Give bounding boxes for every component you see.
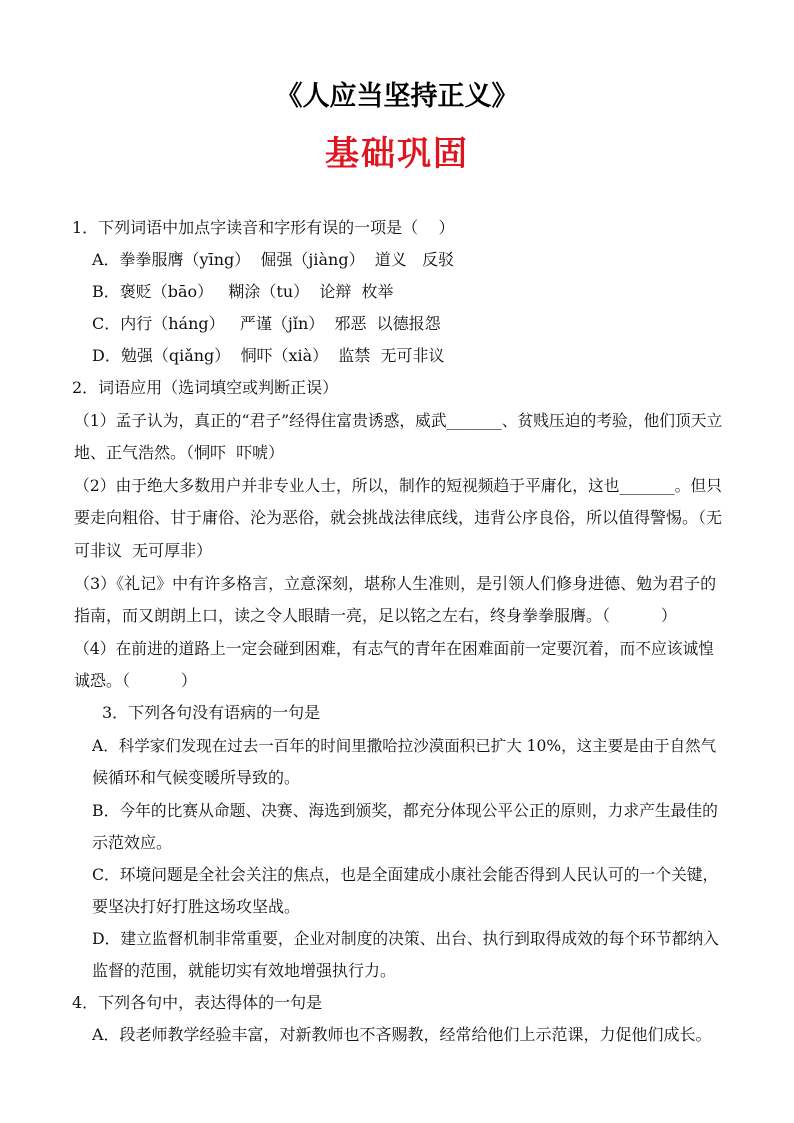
section-heading: 基础巩固 [325, 134, 469, 174]
question-3-option-d-line-1: D．建立监督机制非常重要，企业对制度的决策、出台、执行到取得成效的每个环节都纳入 [92, 929, 719, 948]
question-2-part-3-line-1: （3）《礼记》中有许多格言，立意深刻，堪称人生准则，是引领人们修身进德、勉为君子的 [74, 574, 717, 593]
question-1-option-c: C．内行（háng） 严谨（jǐn） 邪恶 以德报怨 [92, 314, 441, 333]
question-2-stem: 2．词语应用（选词填空或判断正误） [72, 378, 339, 397]
question-3-option-c-line-2: 要坚决打好打胜这场攻坚战。 [92, 897, 301, 916]
question-4-option-a-line-1: A．段老师教学经验丰富，对新教师也不吝赐教，经常给他们上示范课，力促他们成长。 [92, 1025, 712, 1044]
question-3-option-c-line-1: C．环境问题是全社会关注的焦点，也是全面建成小康社会能否得到人民认可的一个关键， [92, 865, 719, 884]
question-2-part-2-line-1: （2）由于绝大多数用户并非专业人士，所以，制作的短视频趋于平庸化，这也_______。但只 [74, 476, 722, 495]
question-2-part-4-line-2: 诚恐。（ ） [74, 671, 197, 690]
question-2-part-4-line-1: （4）在前进的道路上一定会碰到困难，有志气的青年在困难面前一定要沉着，而不应该诚惶 [74, 639, 715, 658]
question-2-part-1-line-2: 地、正气浩然。（恫吓 吓唬） [74, 443, 285, 462]
question-1-option-a: A．拳拳服膺（yīng） 倔强（jiàng） 道义 反驳 [92, 250, 455, 269]
question-3-option-d-line-2: 监督的范围，就能切实有效地增强执行力。 [92, 961, 397, 980]
question-2-part-2-line-3: 可非议 无可厚非） [74, 541, 213, 560]
question-3-option-b-line-2: 示范效应。 [92, 833, 173, 852]
question-3-option-a-line-1: A．科学家们发现在过去一百年的时间里撒哈拉沙漠面积已扩大 10%，这主要是由于自然气 [92, 737, 717, 755]
question-2-part-2-line-2: 要走向粗俗、甘于庸俗、沦为恶俗，就会挑战法律底线，违背公序良俗，所以值得警惕。（无 [74, 508, 723, 527]
question-1-stem: 1．下列词语中加点字读音和字形有误的一项是（ ） [72, 218, 455, 237]
question-1-option-d: D．勉强（qiǎng） 恫吓（xià） 监禁 无可非议 [92, 346, 445, 365]
question-1-option-b: B．褒贬（bāo） 糊涂（tu） 论辩 枚举 [92, 282, 394, 301]
question-3-option-a-line-2: 候循环和气候变暖所导致的。 [92, 768, 301, 787]
document-title: 《人应当坚持正义》 [275, 81, 519, 112]
question-2-part-3-line-2: 指南，而又朗朗上口，读之令人眼睛一亮，足以铭之左右，终身拳拳服膺。（ ） [74, 606, 677, 625]
question-3-stem: 3．下列各句没有语病的一句是 [102, 703, 321, 722]
question-4-stem: 4．下列各句中，表达得体的一句是 [72, 993, 323, 1012]
question-2-part-1-line-1: （1）孟子认为，真正的“君子”经得住富贵诱惑，威武_______、贫贱压迫的考验，他们顶天立 [74, 411, 723, 430]
question-3-option-b-line-1: B．今年的比赛从命题、决赛、海选到颁奖，都充分体现公平公正的原则，力求产生最佳的 [92, 801, 718, 820]
